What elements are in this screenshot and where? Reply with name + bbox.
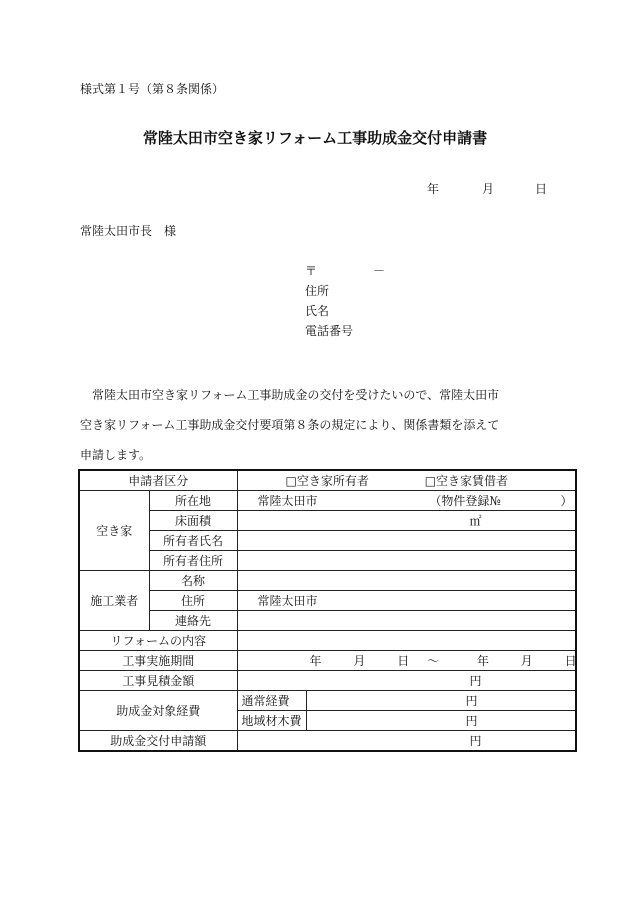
applicant-type-options[interactable]: [237, 470, 576, 491]
addressee: 常陸太田市長 様: [80, 224, 177, 238]
reform-content-value[interactable]: [237, 631, 576, 651]
table-row: [79, 470, 576, 491]
postal-mark: 〒: [305, 264, 318, 278]
property-reg-label: （物件登録№: [429, 494, 501, 508]
table-row: [79, 531, 576, 551]
contractor-contact-value[interactable]: [237, 611, 576, 631]
work-period-label: 工事実施期間: [79, 651, 237, 671]
table-row: [79, 511, 576, 531]
date-day: 日: [535, 182, 548, 196]
table-row: [79, 571, 576, 591]
location-label: 所在地: [149, 491, 237, 511]
reform-content-label: リフォームの内容: [79, 631, 237, 651]
local-wood-label: 地域材木費: [237, 711, 306, 731]
applicant-address-label: 住所: [305, 284, 330, 298]
table-row: [79, 611, 576, 631]
contractor-address-value[interactable]: 常陸太田市: [237, 591, 576, 611]
body-line-1: 常陸太田市空き家リフォーム工事助成金の交付を受けたいので、常陸太田市: [92, 388, 500, 402]
eligible-cost-label: 助成金対象経費: [79, 691, 237, 731]
owner-address-label: 所有者住所: [149, 551, 237, 571]
applicant-phone-label: 電話番号: [305, 324, 354, 338]
contractor-name-value[interactable]: [237, 571, 576, 591]
location-value[interactable]: 常陸太田市 （物件登録№ ）: [237, 491, 576, 511]
table-row: [79, 551, 576, 571]
table-row: [79, 591, 576, 611]
contractor-label: 施工業者: [79, 571, 149, 631]
date-month: 月: [482, 182, 495, 196]
postal-dash: －: [373, 264, 386, 278]
applicant-name-label: 氏名: [305, 304, 330, 318]
table-row: [79, 651, 576, 671]
vacant-house-label: 空き家: [79, 491, 149, 571]
floor-area-value[interactable]: [237, 511, 576, 531]
estimate-label: 工事見積金額: [79, 671, 237, 691]
body-line-3: 申請します。: [80, 448, 152, 462]
option-tenant[interactable]: □空き家賃借者: [424, 474, 509, 488]
requested-amount-label: 助成金交付申請額: [79, 731, 237, 752]
contractor-contact-label: 連絡先: [149, 611, 237, 631]
body-line-2: 空き家リフォーム工事助成金交付要項第８条の規定により、関係書類を添えて: [80, 418, 500, 432]
work-period-value[interactable]: 年 月 日 ～ 年 月 日: [237, 651, 576, 671]
form-number: 様式第１号（第８条関係）: [80, 82, 225, 96]
floor-area-unit: ㎡: [469, 514, 482, 528]
contractor-address-label: 住所: [149, 591, 237, 611]
local-wood-value[interactable]: 円: [306, 711, 576, 731]
table-row: [79, 491, 576, 511]
owner-name-label: 所有者氏名: [149, 531, 237, 551]
estimate-value[interactable]: 円: [237, 671, 576, 691]
normal-cost-label: 通常経費: [237, 691, 306, 711]
contractor-name-label: 名称: [149, 571, 237, 591]
period-tilde: ～: [427, 654, 440, 668]
table-row: [79, 691, 576, 711]
option-owner[interactable]: □空き家所有者: [285, 474, 369, 488]
application-table: [78, 469, 577, 752]
table-row: [79, 631, 576, 651]
owner-name-value[interactable]: [237, 531, 576, 551]
owner-address-value[interactable]: [237, 551, 576, 571]
requested-amount-value[interactable]: 円: [237, 731, 576, 752]
table-row: [79, 731, 576, 752]
normal-cost-value[interactable]: 円: [306, 691, 576, 711]
page-title: 常陸太田市空き家リフォーム工事助成金交付申請書: [142, 129, 488, 147]
applicant-type-label: 申請者区分: [79, 470, 237, 491]
floor-area-label: 床面積: [149, 511, 237, 531]
table-row: [79, 671, 576, 691]
date-year: 年: [427, 182, 440, 196]
